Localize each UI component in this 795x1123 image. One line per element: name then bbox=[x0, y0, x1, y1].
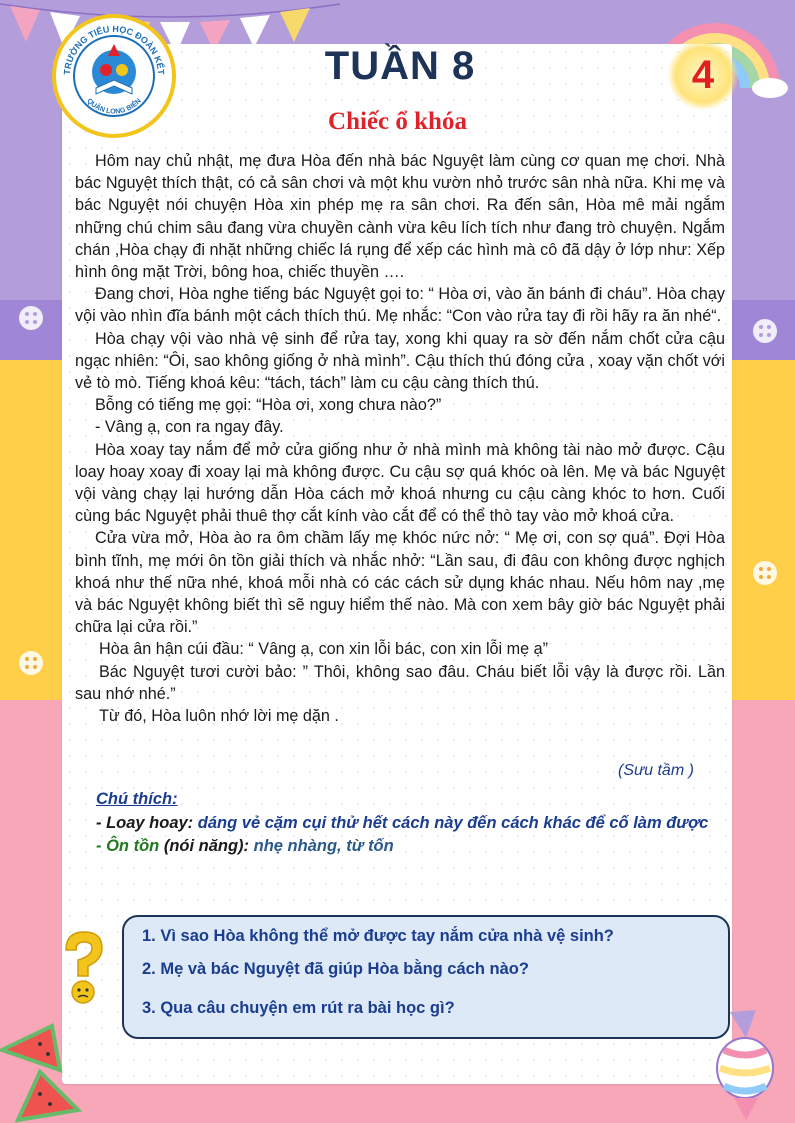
story-paragraph: Hôm nay chủ nhật, mẹ đưa Hòa đến nhà bác Nguyệt làm cùng cơ quan mẹ chơi. Nhà bác Nguyệt thích thật, có cả sân chơi và một khu vườn nhỏ trước sân nhà nữa. Khi mẹ và bác Nguyệt nói chuyện Hòa xin phép mẹ ra sân chơi. Ra đến sân, Hòa mê mải ngắm những chú chim sâu đang vừa chuyền cành vừa kêu lích tích như đang trò chuyện. Ngắm chán ,Hòa chạy đi nhặt những chiếc lá rụng để xếp các hình mà cô đã dậy ở lớp như: Xếp hình ông mặt Trời, bông hoa, chiếc thuyền …. bbox=[75, 152, 725, 282]
week-title: TUẦN 8 bbox=[324, 44, 476, 88]
button-decoration-icon bbox=[752, 560, 778, 586]
notes-heading: Chú thích: bbox=[96, 790, 178, 808]
candy-icon bbox=[690, 1000, 795, 1123]
note-definition: dáng vẻ cặm cụi thử hết cách này đến cách khác để cố làm được bbox=[193, 813, 709, 832]
note-qualifier: (nói năng): bbox=[159, 837, 250, 855]
question-mark-icon bbox=[58, 930, 110, 1008]
note-item-on-ton bbox=[96, 835, 736, 859]
question-2: 2. Mẹ và bác Nguyệt đã giúp Hòa bằng cách nào? bbox=[142, 960, 529, 978]
story-source: (Sưu tầm ) bbox=[618, 762, 694, 779]
story-paragraph: Đang chơi, Hòa nghe tiếng bác Nguyệt gọi to: “ Hòa ơi, vào ăn bánh đi cháu”. Hòa chạy vội vào nhìn đĩa bánh một cách thích thú. Mẹ nhắc: “Con vào rửa tay đi rồi hãy ra ăn nhé“. bbox=[75, 285, 725, 326]
button-decoration-icon bbox=[752, 318, 778, 344]
story-paragraph: Hòa chạy vội vào nhà vệ sinh để rửa tay, xong khi quay ra sờ đến nắm chốt cửa cậu ngạc nhiên: “Ôi, sao không giống ở nhà mình”. Cậu thích thú đóng cửa , xoay vặn chốt với vẻ tò mò. Tiếng khoá kêu: “tách, tách” làm cu cậu càng thích thú. bbox=[75, 329, 725, 393]
question-1: 1. Vì sao Hòa không thể mở được tay nắm cửa nhà vệ sinh? bbox=[142, 927, 614, 945]
logo-top-text: TRƯỜNG TIỂU HỌC ĐOÀN KẾT bbox=[61, 23, 167, 76]
grade-badge: 4 bbox=[668, 40, 738, 110]
note-item-loay-hoay bbox=[96, 812, 736, 836]
button-decoration-icon bbox=[18, 305, 44, 331]
story-body bbox=[75, 150, 725, 727]
button-decoration-icon bbox=[18, 650, 44, 676]
story-paragraph: Hòa ân hận cúi đầu: “ Vâng ạ, con xin lỗi bác, con xin lỗi mẹ ạ” bbox=[99, 640, 549, 659]
story-paragraph: Bác Nguyệt tươi cười bảo: ” Thôi, không sao đâu. Cháu biết lỗi vậy là được rồi. Lần sau nhớ nhé.” bbox=[75, 662, 725, 703]
note-definition: nhẹ nhàng, từ tốn bbox=[249, 837, 394, 855]
questions-box bbox=[122, 915, 730, 1039]
logo-bottom-text: QUẬN LONG BIÊN bbox=[85, 97, 143, 116]
story-paragraph: Cửa vừa mở, Hòa ào ra ôm chầm lấy mẹ khóc nức nở: “ Mẹ ơi, con sợ quá”. Đợi Hòa bình tĩnh, mẹ mới ôn tồn giải thích và nhắc nhở: “Lần sau, đi đâu con không được nghịch khoá như thế nữa nhé, khoá mỗi nhà có các cách sử dụng khác nhau. Nếu hôm nay ,mẹ và bác Nguyệt không biết thì sẽ nguy hiểm thế nào. Mà con xem bây giờ bác Nguyệt phải chữa lại cửa rồi.” bbox=[75, 529, 725, 637]
glossary-notes bbox=[96, 788, 736, 859]
story-paragraph: Bỗng có tiếng mẹ gọi: “Hòa ơi, xong chưa nào?” bbox=[95, 396, 442, 415]
story-paragraph: Hòa xoay tay nắm để mở cửa giống như ở nhà mình mà không tài nào mở được. Cậu loay hoay xoay đi xoay lại mà không được. Cu cậu sợ quá khóc oà lên. Mẹ và bác Nguyệt vội vàng chạy lại hướng dẫn Hòa cách mở khoá nhưng cu cậu càng khóc to hơn. Cuối cùng bác Nguyệt phải thuê thợ cắt kính vào cắt để có thể thò tay vào mở khoá cửa. bbox=[75, 440, 725, 526]
story-paragraph: - Vâng ạ, con ra ngay đây. bbox=[95, 418, 284, 437]
question-3: 3. Qua câu chuyện em rút ra bài học gì? bbox=[142, 999, 455, 1017]
story-paragraph: Từ đó, Hòa luôn nhớ lời mẹ dặn . bbox=[99, 707, 339, 726]
watermelon-icon bbox=[0, 1010, 120, 1123]
story-title: Chiếc ổ khóa bbox=[328, 108, 467, 135]
note-term: - Loay hoay: bbox=[96, 813, 194, 832]
note-term: - Ôn tồn bbox=[96, 837, 160, 855]
